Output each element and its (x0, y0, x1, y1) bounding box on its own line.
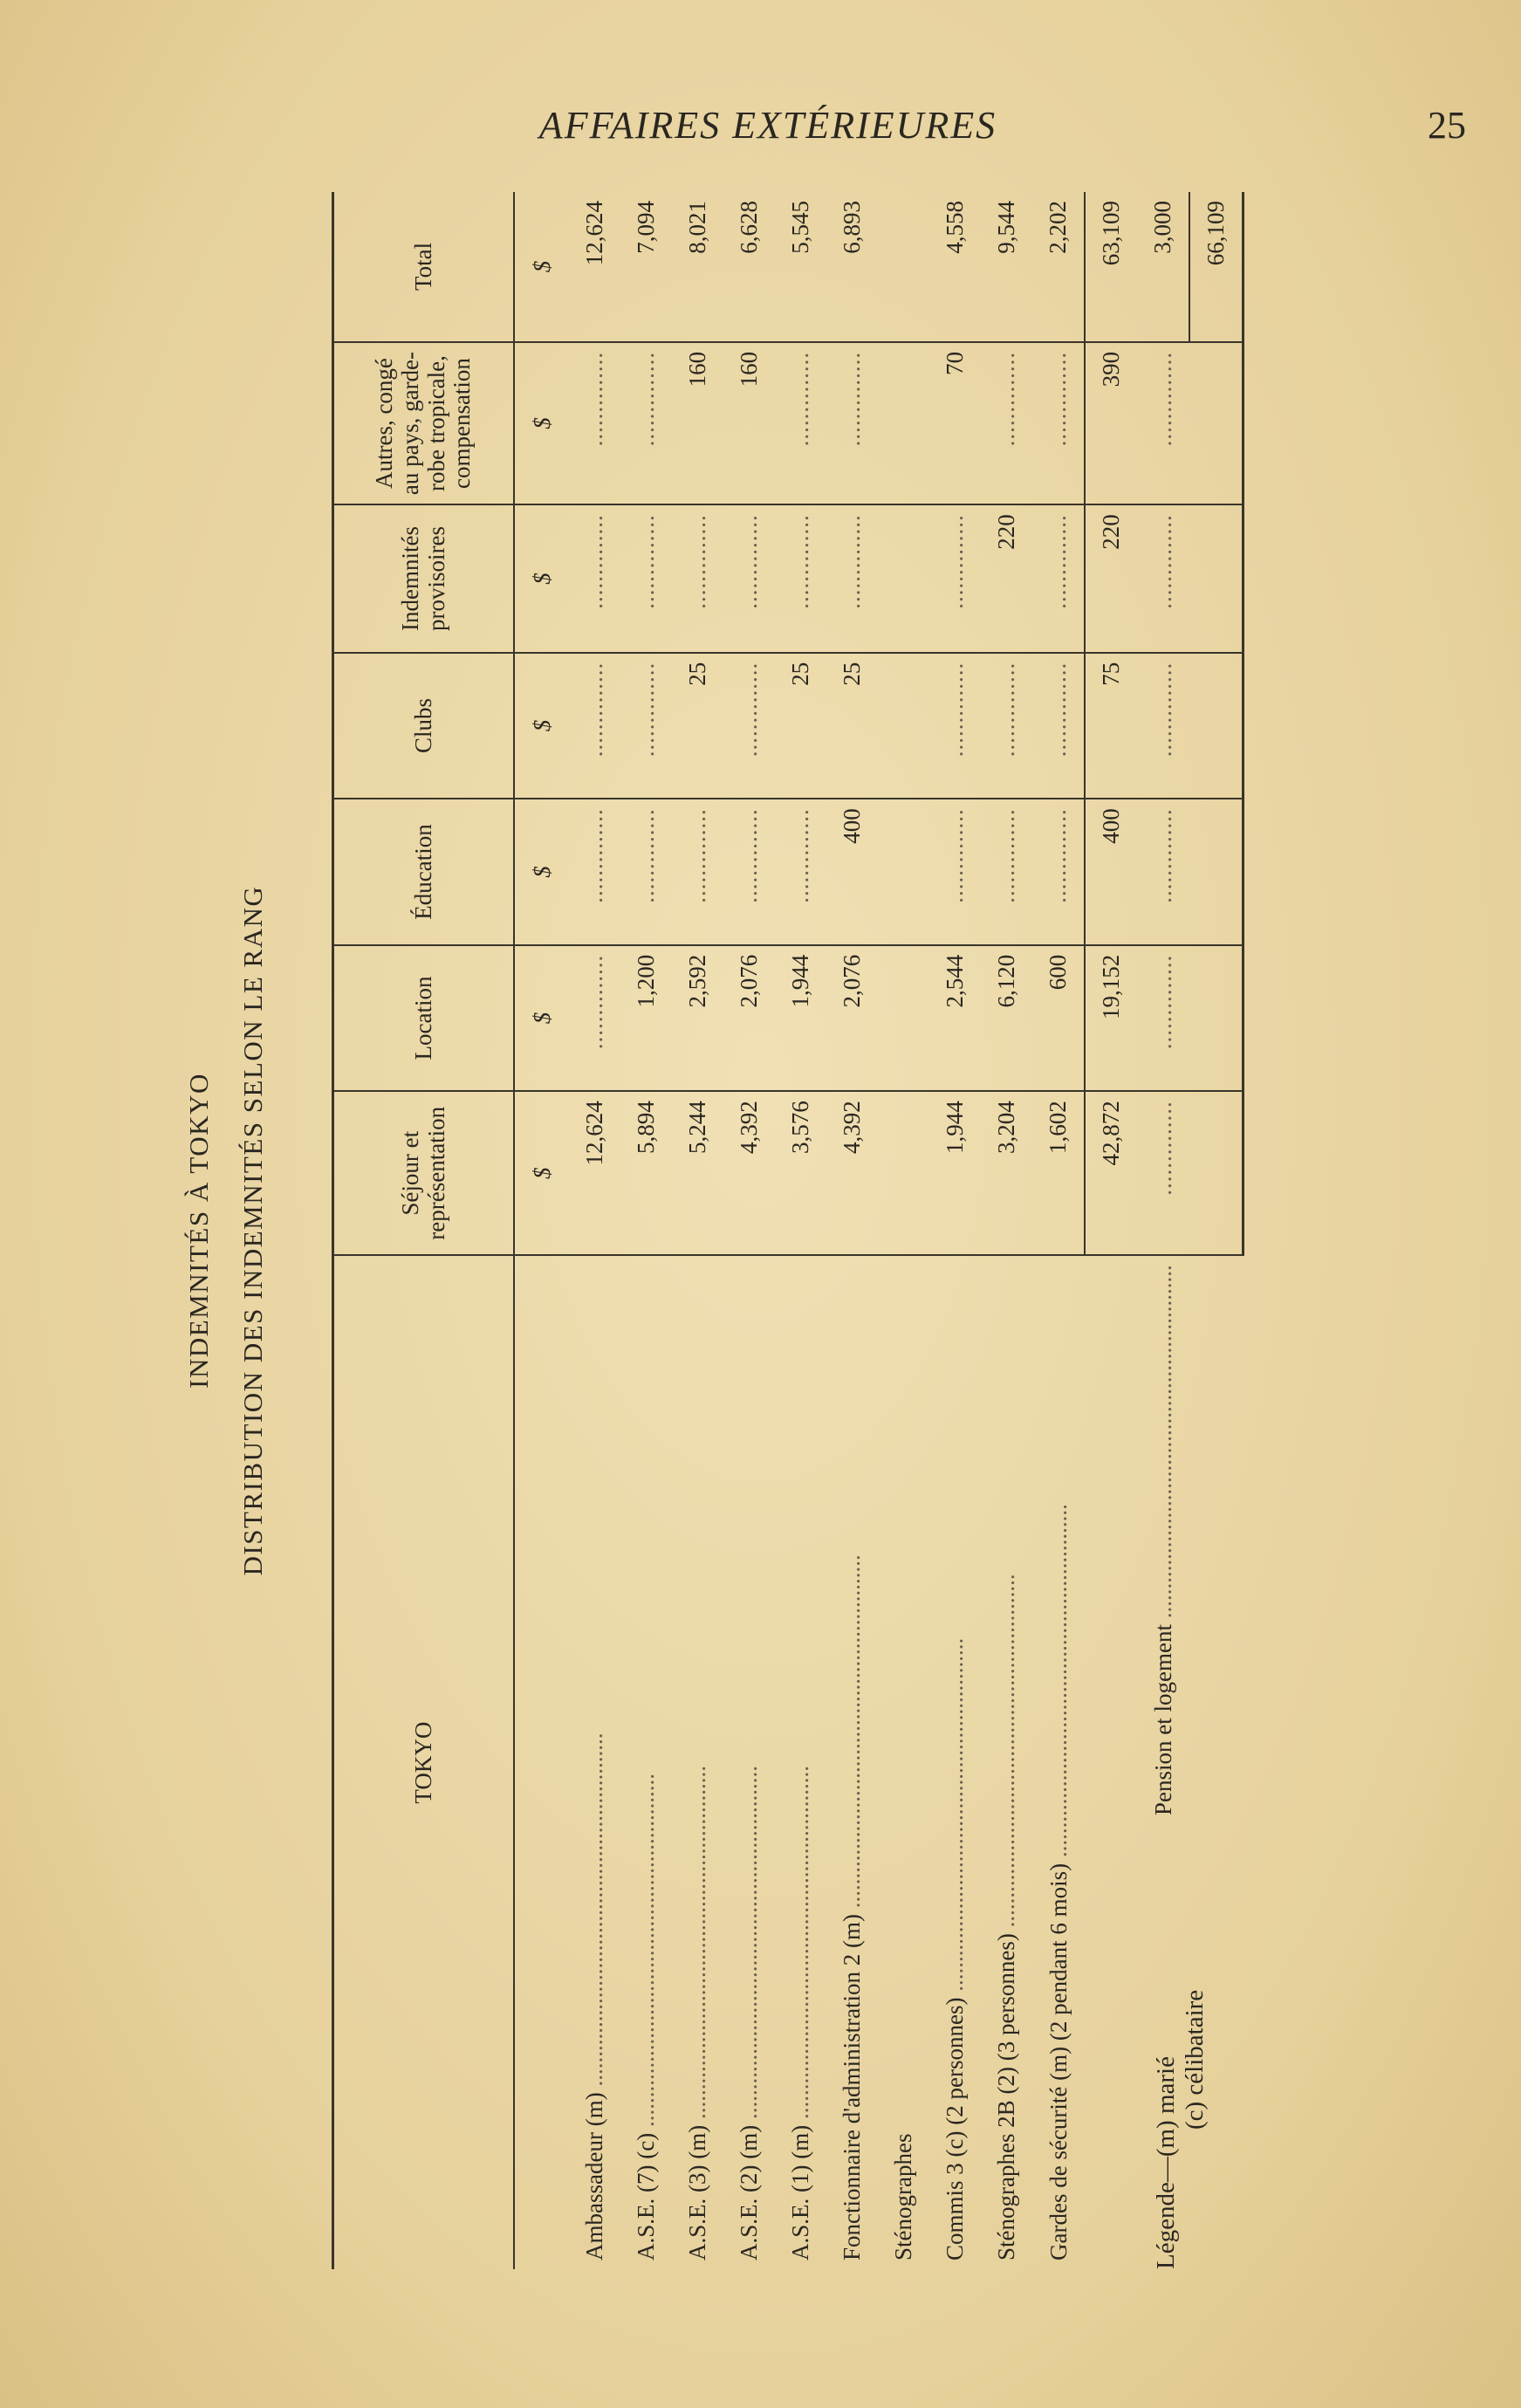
col-header-provisoires: Indemnités provisoires (333, 504, 515, 652)
subtotal-education: 400 (1085, 799, 1137, 945)
cell-autres: 70 (929, 342, 981, 504)
table-title: INDEMNITÉS À TOKYO (183, 1073, 214, 1389)
grand-empty (1189, 799, 1244, 945)
cell-clubs: .............. (981, 653, 1032, 799)
cell-education: .............. (569, 799, 620, 945)
grand-empty (1189, 945, 1244, 1092)
subtotal-total: 63,109 (1085, 192, 1137, 342)
cell-provisoires (878, 504, 929, 652)
cell-autres: 160 (723, 342, 775, 504)
subtotal-label (1085, 1255, 1137, 2269)
currency-symbol: $ (514, 945, 569, 1092)
col-header-total: Total (333, 192, 515, 342)
cell-provisoires: .............. (826, 504, 878, 652)
cell-total: 2,202 (1032, 192, 1085, 342)
cell-provisoires: .............. (929, 504, 981, 652)
row-label: A.S.E. (2) (m) ............................................................ (736, 1766, 762, 2261)
cell-education: .............. (1032, 799, 1085, 945)
rotated-table-area (183, 192, 1274, 2269)
pension-location: .............. (1137, 945, 1189, 1092)
cell-provisoires: .............. (1032, 504, 1085, 652)
allowances-table (332, 192, 1244, 2269)
cell-provisoires: .............. (569, 504, 620, 652)
cell-location: 2,076 (723, 945, 775, 1092)
cell-location: 1,944 (775, 945, 826, 1092)
cell-autres: .............. (569, 342, 620, 504)
currency-symbol: $ (514, 1091, 569, 1255)
table-row (775, 192, 826, 2269)
cell-sejour: 5,894 (620, 1091, 672, 1255)
row-label: Fonctionnaire d'administration 2 (m) ............................................................ (839, 1554, 865, 2261)
col-header-location: Location (333, 945, 515, 1092)
cell-total: 8,021 (672, 192, 723, 342)
cell-clubs: .............. (1032, 653, 1085, 799)
row-label: Sténographes 2B (2) (3 personnes) ............................................................ (993, 1574, 1019, 2261)
cell-autres: .............. (775, 342, 826, 504)
grand-empty (1189, 1091, 1244, 1255)
subtotal-autres: 390 (1085, 342, 1137, 504)
table-row (826, 192, 878, 2269)
cell-sejour: 12,624 (569, 1091, 620, 1255)
grand-empty (1189, 653, 1244, 799)
cell-autres (878, 342, 929, 504)
cell-location: 2,592 (672, 945, 723, 1092)
col-header-clubs: Clubs (333, 653, 515, 799)
cell-provisoires: 220 (981, 504, 1032, 652)
cell-education (878, 799, 929, 945)
row-label: A.S.E. (7) (c) ............................................................ (633, 1773, 659, 2261)
cell-education: .............. (929, 799, 981, 945)
cell-total (878, 192, 929, 342)
row-label: A.S.E. (3) (m) ............................................................ (684, 1766, 710, 2261)
cell-total: 9,544 (981, 192, 1032, 342)
pension-clubs: .............. (1137, 653, 1189, 799)
legend-married: Légende—(m) marié (1152, 2056, 1180, 2269)
cell-total: 4,558 (929, 192, 981, 342)
subtotal-row (1085, 192, 1137, 2269)
cell-education: .............. (620, 799, 672, 945)
cell-location: 600 (1032, 945, 1085, 1092)
cell-autres: .............. (826, 342, 878, 504)
row-label: Commis 3 (c) (2 personnes) ............................................................ (942, 1637, 968, 2261)
cell-education: .............. (672, 799, 723, 945)
cell-sejour: 1,944 (929, 1091, 981, 1255)
table-row (981, 192, 1032, 2269)
pension-sejour: .............. (1137, 1091, 1189, 1255)
cell-provisoires: .............. (775, 504, 826, 652)
currency-symbol: $ (514, 342, 569, 504)
cell-total: 6,893 (826, 192, 878, 342)
table-row (723, 192, 775, 2269)
legend-single: (c) célibataire (1181, 1989, 1209, 2130)
cell-sejour: 1,602 (1032, 1091, 1085, 1255)
cell-clubs: .............. (569, 653, 620, 799)
cell-provisoires: .............. (620, 504, 672, 652)
col-header-tokyo: TOKYO (333, 1255, 515, 2269)
grand-empty (1189, 342, 1244, 504)
currency-symbol: $ (514, 504, 569, 652)
cell-autres: .............. (1032, 342, 1085, 504)
pension-education: .............. (1137, 799, 1189, 945)
table-row (1032, 192, 1085, 2269)
table-subtitle: DISTRIBUTION DES INDEMNITÉS SELON LE RANG (237, 885, 268, 1576)
pension-total: 3,000 (1137, 192, 1189, 342)
cell-education: 400 (826, 799, 878, 945)
pension-autres: .............. (1137, 342, 1189, 504)
cell-clubs: .............. (929, 653, 981, 799)
cell-total: 7,094 (620, 192, 672, 342)
subtotal-location: 19,152 (1085, 945, 1137, 1092)
col-header-education: Éducation (333, 799, 515, 945)
subtotal-clubs: 75 (1085, 653, 1137, 799)
subtotal-provisoires: 220 (1085, 504, 1137, 652)
cell-clubs: .............. (723, 653, 775, 799)
currency-symbol: $ (514, 799, 569, 945)
cell-location: 6,120 (981, 945, 1032, 1092)
cell-location: 1,200 (620, 945, 672, 1092)
col-header-autres: Autres, congé au pays, garde-robe tropicale, compensation (333, 342, 515, 504)
cell-autres: .............. (620, 342, 672, 504)
page-number: 25 (1428, 104, 1466, 147)
cell-autres: 160 (672, 342, 723, 504)
cell-clubs: 25 (826, 653, 878, 799)
cell-autres: .............. (981, 342, 1032, 504)
cell-location (878, 945, 929, 1092)
currency-symbol: $ (514, 192, 569, 342)
row-label: Sténographes (890, 2133, 916, 2261)
cell-education: .............. (723, 799, 775, 945)
cell-sejour: 3,576 (775, 1091, 826, 1255)
cell-provisoires: .............. (672, 504, 723, 652)
pension-label: Pension et logement ............................................................ (1149, 1265, 1176, 1815)
subtotal-sejour: 42,872 (1085, 1091, 1137, 1255)
grand-total-row (1189, 192, 1244, 2269)
col-header-sejour: Séjour et représentation (333, 1091, 515, 1255)
cell-location: .............. (569, 945, 620, 1092)
currency-symbol: $ (514, 653, 569, 799)
legend (1152, 1990, 1210, 2269)
currency-row (514, 192, 569, 2269)
row-label: Ambassadeur (m) ............................................................ (581, 1732, 607, 2261)
cell-clubs (878, 653, 929, 799)
cell-sejour (878, 1091, 929, 1255)
cell-sejour: 4,392 (723, 1091, 775, 1255)
cell-total: 6,628 (723, 192, 775, 342)
cell-education: .............. (981, 799, 1032, 945)
table-row (672, 192, 723, 2269)
cell-location: 2,076 (826, 945, 878, 1092)
cell-sejour: 4,392 (826, 1091, 878, 1255)
pension-row (1137, 192, 1189, 2269)
cell-sejour: 5,244 (672, 1091, 723, 1255)
grand-total: 66,109 (1189, 192, 1244, 342)
running-head: AFFAIRES EXTÉRIEURES (538, 104, 997, 147)
table-row (569, 192, 620, 2269)
row-label: A.S.E. (1) (m) ............................................................ (787, 1766, 813, 2261)
table-row (878, 192, 929, 2269)
cell-clubs: 25 (775, 653, 826, 799)
currency-empty (514, 1255, 569, 2269)
header-row (333, 192, 515, 2269)
cell-provisoires: .............. (723, 504, 775, 652)
table-row (929, 192, 981, 2269)
pension-provisoires: .............. (1137, 504, 1189, 652)
cell-clubs: .............. (620, 653, 672, 799)
table-row (620, 192, 672, 2269)
cell-sejour: 3,204 (981, 1091, 1032, 1255)
row-label: Gardes de sécurité (m) (2 pendant 6 mois) ............................................................ (1045, 1504, 1072, 2261)
cell-clubs: 25 (672, 653, 723, 799)
grand-empty (1189, 504, 1244, 652)
cell-total: 5,545 (775, 192, 826, 342)
cell-location: 2,544 (929, 945, 981, 1092)
cell-education: .............. (775, 799, 826, 945)
cell-total: 12,624 (569, 192, 620, 342)
